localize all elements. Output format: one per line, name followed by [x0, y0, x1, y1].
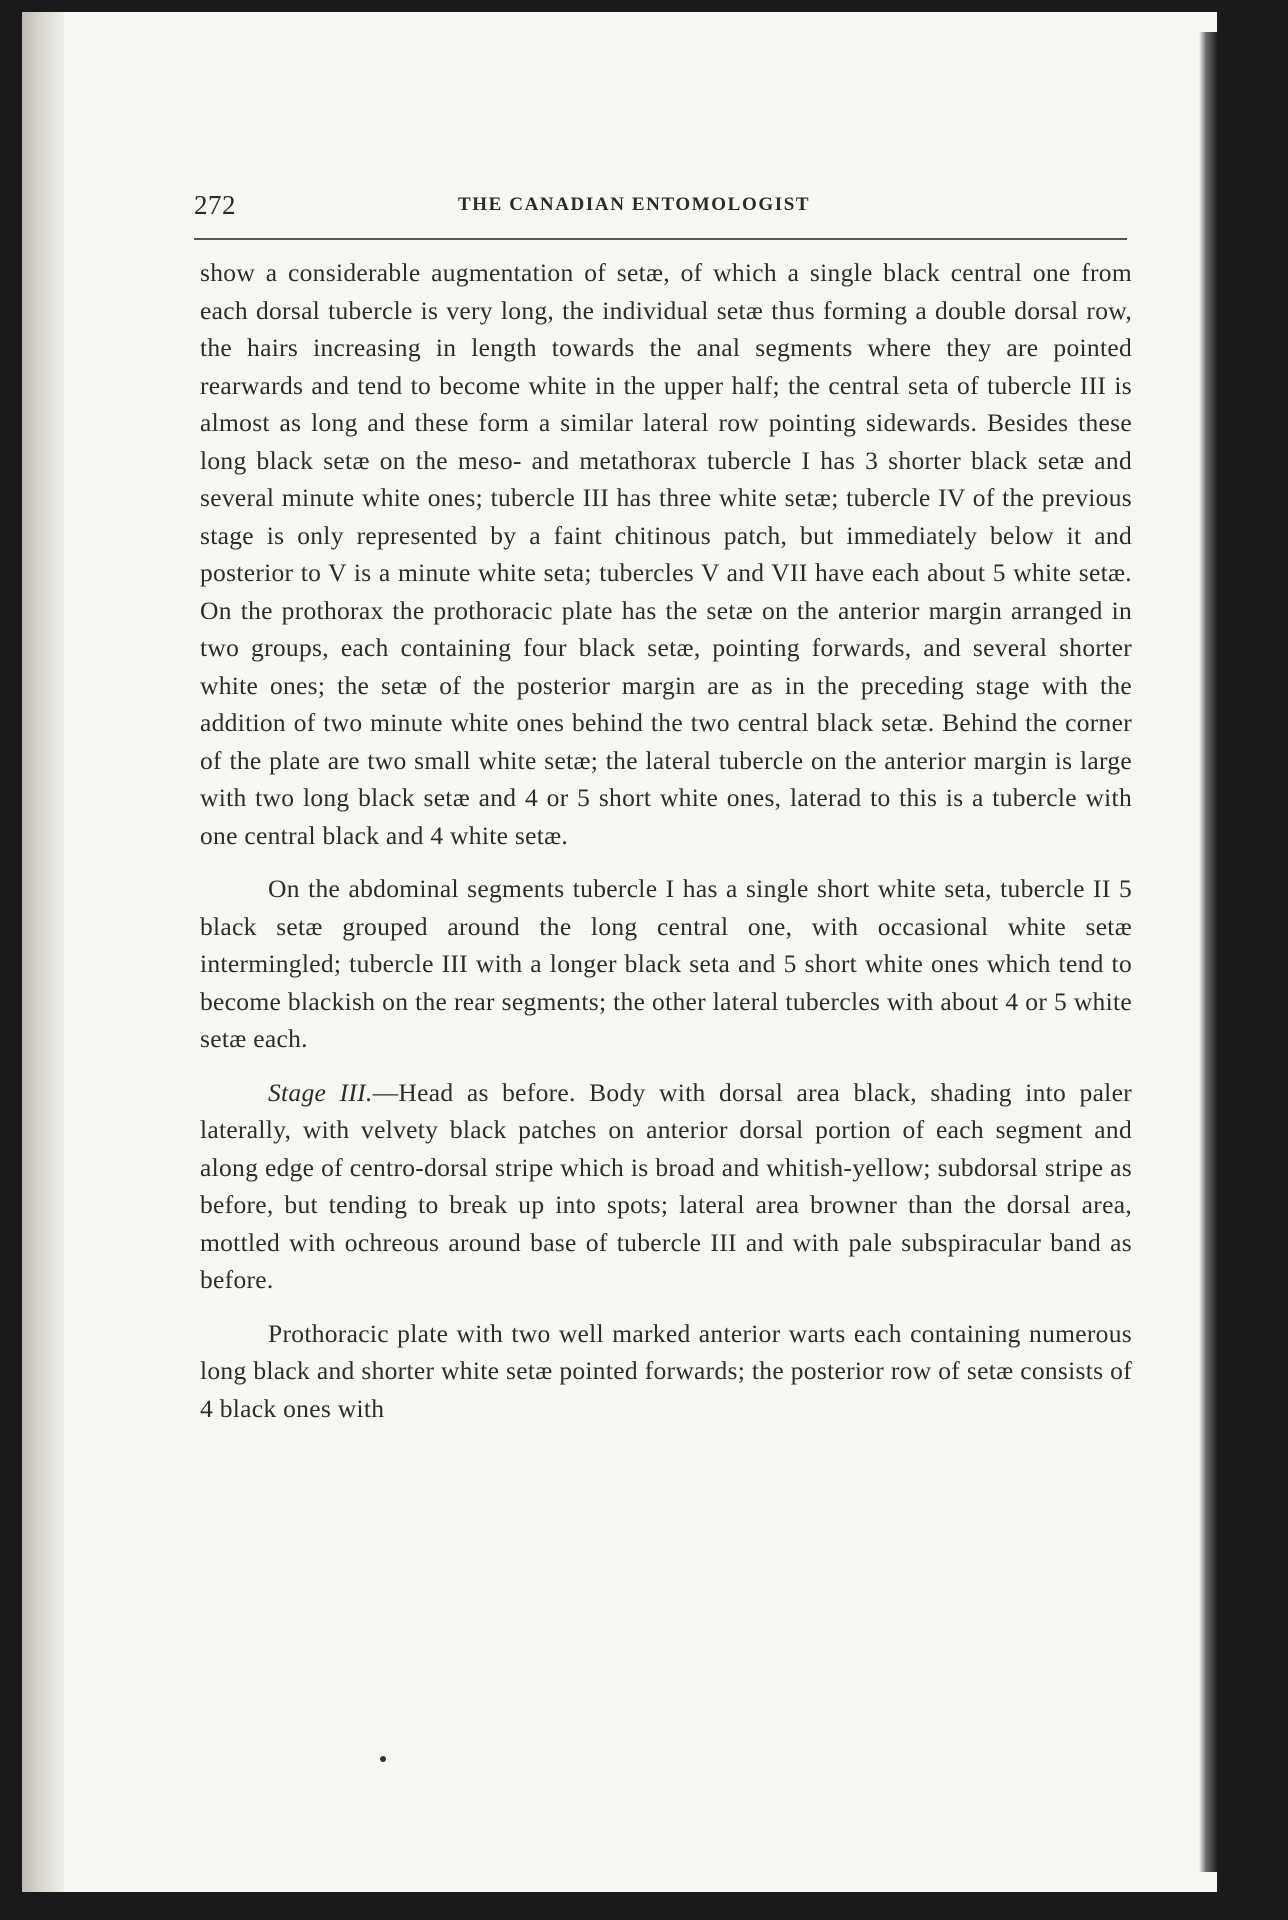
- page-right-shadow: [1199, 32, 1217, 1872]
- stage-three-label: Stage III.: [268, 1077, 373, 1107]
- paragraph-setae-description: show a considerable augmentation of setæ, of which a single black central one from each dorsal tubercle is very long, the individual setæ thus forming a double dorsal row, the hairs increasing in length towards the anal segments where they are pointed rearwards and tend to become white in the upper half; the central seta of tubercle III is almost as long and these form a similar lateral row pointing sidewards. Besides these long black setæ on the meso- and metathorax tubercle I has 3 shorter black setæ and several minute white ones; tubercle III has three white setæ; tubercle IV of the previous stage is only represented by a faint chitinous patch, but immediately below it and posterior to V is a minute white seta; tubercles V and VII have each about 5 white setæ. On the prothorax the prothoracic plate has the setæ on the anterior margin arranged in two groups, each containing four black setæ, pointing forwards, and several shorter white ones; the setæ of the posterior margin are as in the preceding stage with the addition of two minute white ones behind the two central black setæ. Behind the corner of the plate are two small white setæ; the lateral tubercle on the anterior margin is large with two long black setæ and 4 or 5 short white ones, laterad to this is a tubercle with one central black and 4 white setæ.: [200, 258, 1132, 850]
- paragraph-stage-three: [200, 1074, 1132, 1299]
- page-gutter-edge: [22, 12, 64, 1892]
- paragraph-prothoracic-plate: Prothoracic plate with two well marked anterior warts each containing numerous long black and shorter white setæ pointed forwards; the posterior row of setæ consists of 4 black ones with: [200, 1318, 1132, 1423]
- running-header: [192, 190, 1127, 230]
- ink-speck: [380, 1756, 386, 1762]
- journal-title: THE CANADIAN ENTOMOLOGIST: [458, 194, 811, 215]
- book-page: [22, 12, 1217, 1892]
- header-rule: [194, 238, 1127, 240]
- body-text: [200, 254, 1132, 1443]
- stage-three-text: —Head as before. Body with dorsal area black, shading into paler laterally, with velvety black patches on anterior dorsal portion of each segment and along edge of centro-dorsal stripe which is broad and whitish-yellow; subdorsal stripe as before, but tending to break up into spots; lateral area browner than the dorsal area, mottled with ochreous around base of tubercle III and with pale subspiracular band as before.: [200, 1077, 1132, 1294]
- paragraph-abdominal-segments: On the abdominal segments tubercle I has a single short white seta, tubercle II 5 black setæ grouped around the long central one, with occasional white setæ intermingled; tubercle III with a longer black seta and 5 short white ones which tend to become blackish on the rear segments; the other lateral tubercles with about 4 or 5 white setæ each.: [200, 874, 1132, 1053]
- page-number: 272: [194, 190, 236, 220]
